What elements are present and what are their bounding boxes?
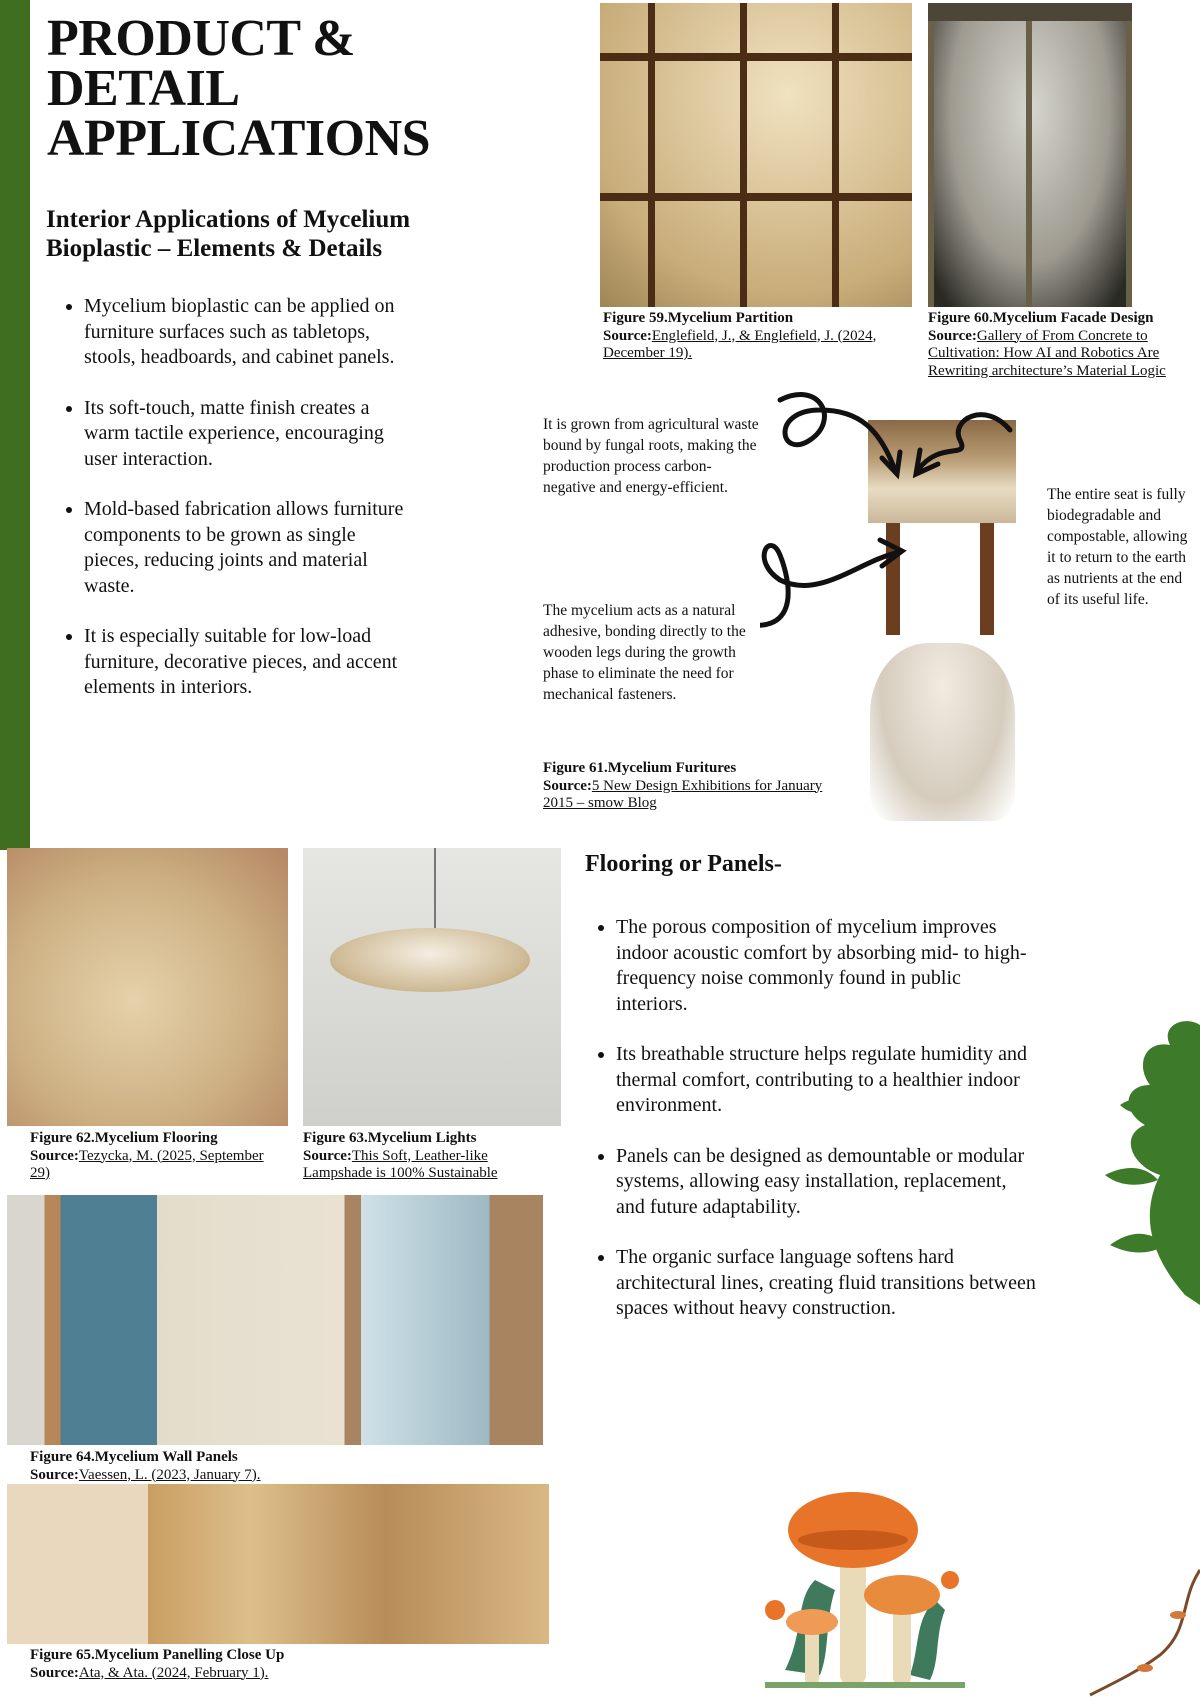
- flooring-bullet-list: [616, 915, 1036, 1347]
- figure-59-label: Figure 59.Mycelium Partition: [603, 310, 794, 326]
- lamp-cord: [434, 848, 436, 930]
- list-item: • Mycelium bioplastic can be applied on furniture surfaces such as tabletops, stools, headboards, and cabinet panels.: [84, 294, 414, 371]
- mushroom-illustration-icon: [745, 1460, 985, 1695]
- figure-61-source-link[interactable]: 5 New Design Exhibitions for January 2015 – smow Blog: [543, 777, 823, 811]
- figure-62-caption: [30, 1130, 280, 1183]
- mycelium-stool-white-image: [870, 643, 1015, 821]
- partition-image: [600, 3, 912, 307]
- annotation-arrows: [760, 380, 1060, 640]
- vine-decoration-icon: [1060, 1560, 1200, 1697]
- figure-60-source-link[interactable]: Gallery of From Concrete to Cultivation: How AI and Robotics Are Rewriting architecture’s Material Logic: [928, 327, 1166, 379]
- interior-bullet-list: [84, 294, 414, 726]
- figure-65-label: Figure 65.Mycelium Panelling Close Up: [30, 1647, 285, 1663]
- curly-arrow-icon: [760, 540, 902, 625]
- figure-62-label: Figure 62.Mycelium Flooring: [30, 1130, 218, 1146]
- figure-59-source-label: Source:: [603, 327, 652, 344]
- grown-annotation: It is grown from agricultural waste bound by fungal roots, making the production process carbon-negative and energy-efficient.: [543, 416, 759, 496]
- figure-64-source-label: Source:: [30, 1466, 79, 1483]
- figure-62-source-link[interactable]: Tezycka, M. (2025, September 29): [30, 1147, 264, 1181]
- figure-59-caption: [603, 310, 903, 363]
- figure-63-source-link[interactable]: This Soft, Leather-like Lampshade is 100% Sustainable: [303, 1147, 498, 1181]
- figure-65-caption: [30, 1647, 450, 1682]
- list-item: • Its soft-touch, matte finish creates a warm tactile experience, encouraging user interaction.: [84, 396, 414, 473]
- list-item: • It is especially suitable for low-load furniture, decorative pieces, and accent elements in interiors.: [84, 624, 414, 701]
- lampshade-shape: [330, 928, 530, 992]
- list-item: • Panels can be designed as demountable or modular systems, allowing easy installation, replacement, and future adaptability.: [616, 1144, 1036, 1221]
- list-item: • Its breathable structure helps regulate humidity and thermal comfort, contributing to a healthier indoor environment.: [616, 1042, 1036, 1119]
- figure-61-label: Figure 61.Mycelium Furitures: [543, 760, 737, 776]
- figure-63-source-label: Source:: [303, 1147, 352, 1164]
- figure-63-label: Figure 63.Mycelium Lights: [303, 1130, 477, 1146]
- panelling-closeup-image: [7, 1484, 549, 1644]
- flooring-section-title: Flooring or Panels-: [585, 851, 782, 877]
- leaf-decoration-icon: [1090, 1015, 1200, 1315]
- figure-60-label: Figure 60.Mycelium Facade Design: [928, 310, 1154, 326]
- figure-65-source-label: Source:: [30, 1664, 79, 1681]
- adhesive-annotation: The mycelium acts as a natural adhesive, bonding directly to the wooden legs during the growth phase to eliminate the need for mechanical fasteners.: [543, 602, 746, 703]
- figure-64-caption: [30, 1449, 450, 1484]
- figure-61-source-label: Source:: [543, 777, 592, 794]
- curly-arrow-icon: [780, 395, 900, 474]
- flooring-image: [7, 848, 288, 1126]
- green-sidebar-bar: [0, 0, 30, 850]
- figure-59-source-link[interactable]: Englefield, J., & Englefield, J. (2024, December 19).: [603, 327, 877, 361]
- page-title: PRODUCT & DETAIL APPLICATIONS: [47, 10, 431, 167]
- figure-62-source-label: Source:: [30, 1147, 79, 1164]
- figure-60-caption: [928, 310, 1200, 380]
- wall-panels-image: [7, 1195, 543, 1445]
- facade-image: [928, 3, 1132, 307]
- list-item: • The porous composition of mycelium improves indoor acoustic comfort by absorbing mid- to high-frequency noise commonly found in public interiors.: [616, 915, 1036, 1017]
- curly-arrow-icon: [916, 415, 1010, 474]
- figure-64-label: Figure 64.Mycelium Wall Panels: [30, 1449, 238, 1465]
- figure-60-source-label: Source:: [928, 327, 977, 344]
- figure-64-source-link[interactable]: Vaessen, L. (2023, January 7).: [78, 1466, 261, 1483]
- figure-65-source-link[interactable]: Ata, & Ata. (2024, February 1).: [78, 1664, 269, 1681]
- list-item: • The organic surface language softens hard architectural lines, creating fluid transitions between spaces without heavy construction.: [616, 1245, 1036, 1322]
- list-item: • Mold-based fabrication allows furniture components to be grown as single pieces, reducing joints and material waste.: [84, 497, 414, 599]
- figure-61-caption: [543, 760, 833, 813]
- biodegradable-annotation: The entire seat is fully biodegradable and compostable, allowing it to return to the earth as nutrients at the end of its useful life.: [1047, 486, 1188, 608]
- figure-63-caption: [303, 1130, 553, 1183]
- page-subtitle: Interior Applications of Mycelium Bioplastic – Elements & Details: [46, 206, 411, 262]
